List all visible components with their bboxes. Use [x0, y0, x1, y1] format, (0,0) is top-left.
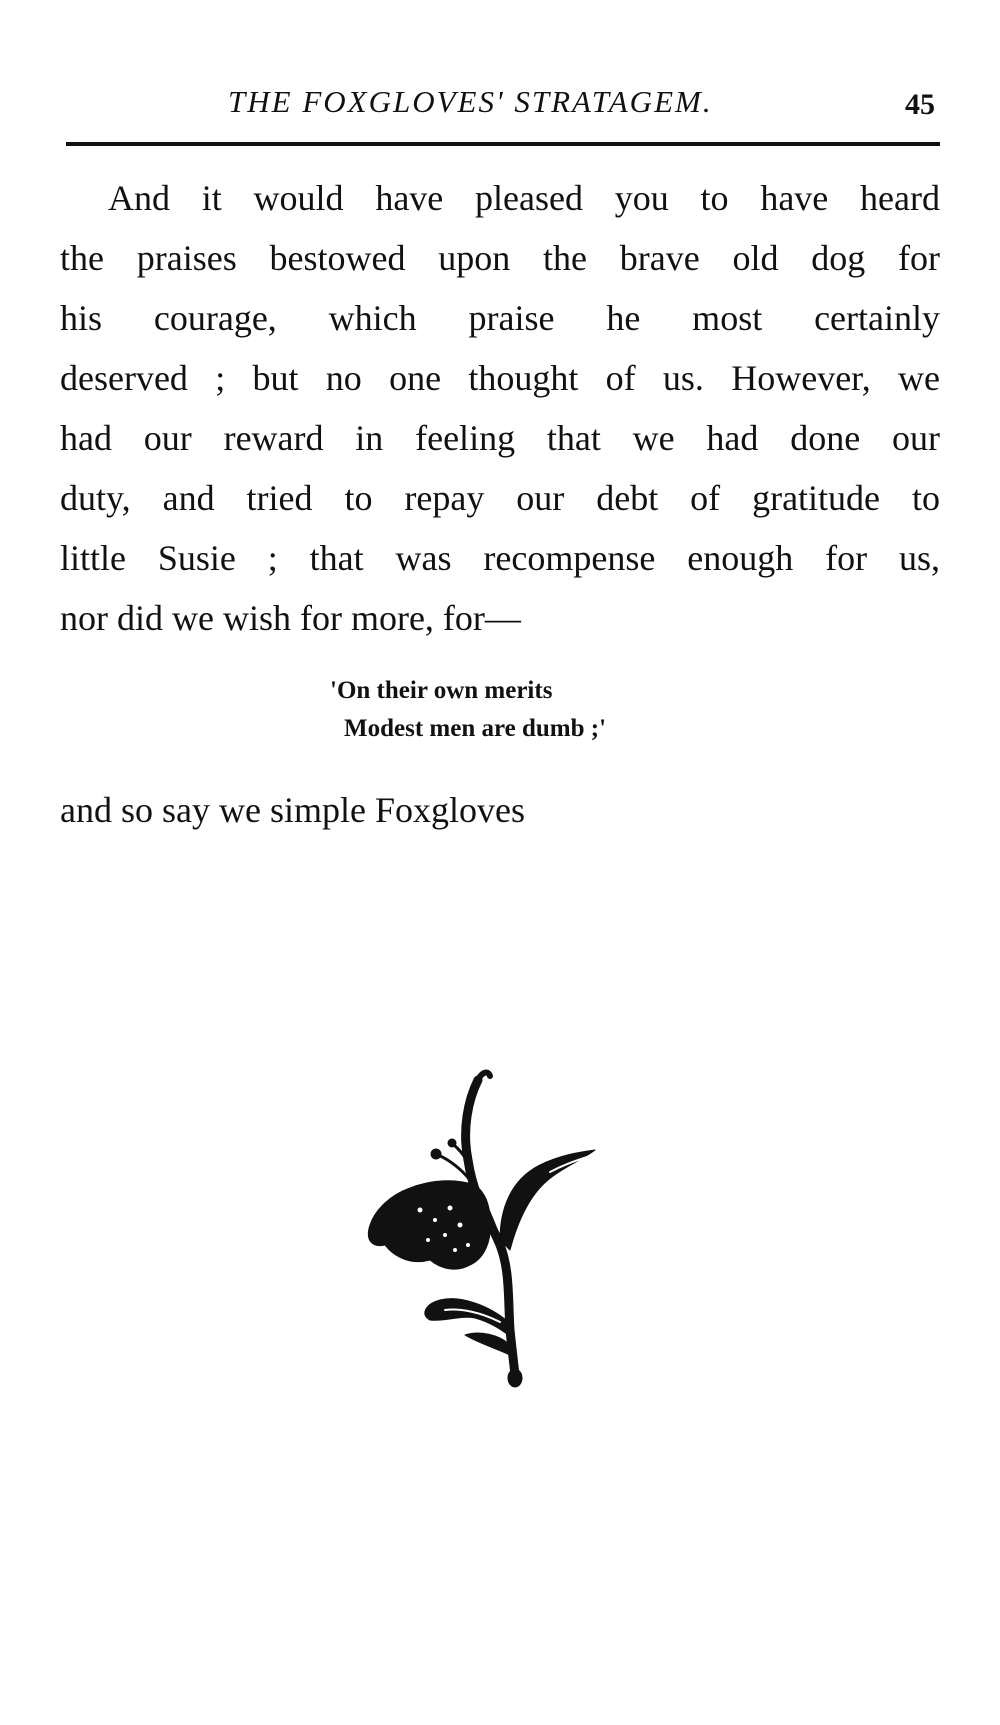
verse-line: Modest men are dumb ;': [344, 715, 607, 742]
text-line: the praises bestowed upon the brave old dog for: [60, 238, 940, 278]
foxglove-flower-ornament-icon: [350, 1060, 640, 1390]
running-title: THE FOXGLOVES' STRATAGEM.: [228, 84, 713, 119]
body-paragraph: [60, 168, 940, 648]
text-line: duty, and tried to repay our debt of gratitude to: [60, 478, 940, 518]
text-line: had our reward in feeling that we had done our: [60, 418, 940, 458]
page-number: 45: [905, 88, 935, 121]
text-line: deserved ; but no one thought of us. However, we: [60, 358, 940, 398]
text-line: And it would have pleased you to have heard: [108, 178, 940, 218]
text-line: nor did we wish for more, for—: [60, 598, 521, 638]
text-line: little Susie ; that was recompense enough for us,: [60, 538, 940, 578]
text-line: his courage, which praise he most certainly: [60, 298, 940, 338]
verse-line: 'On their own merits: [330, 677, 553, 704]
verse-quotation: [330, 672, 606, 748]
header-rule: [66, 142, 940, 146]
closing-line: and so say we simple Foxgloves: [60, 790, 525, 830]
